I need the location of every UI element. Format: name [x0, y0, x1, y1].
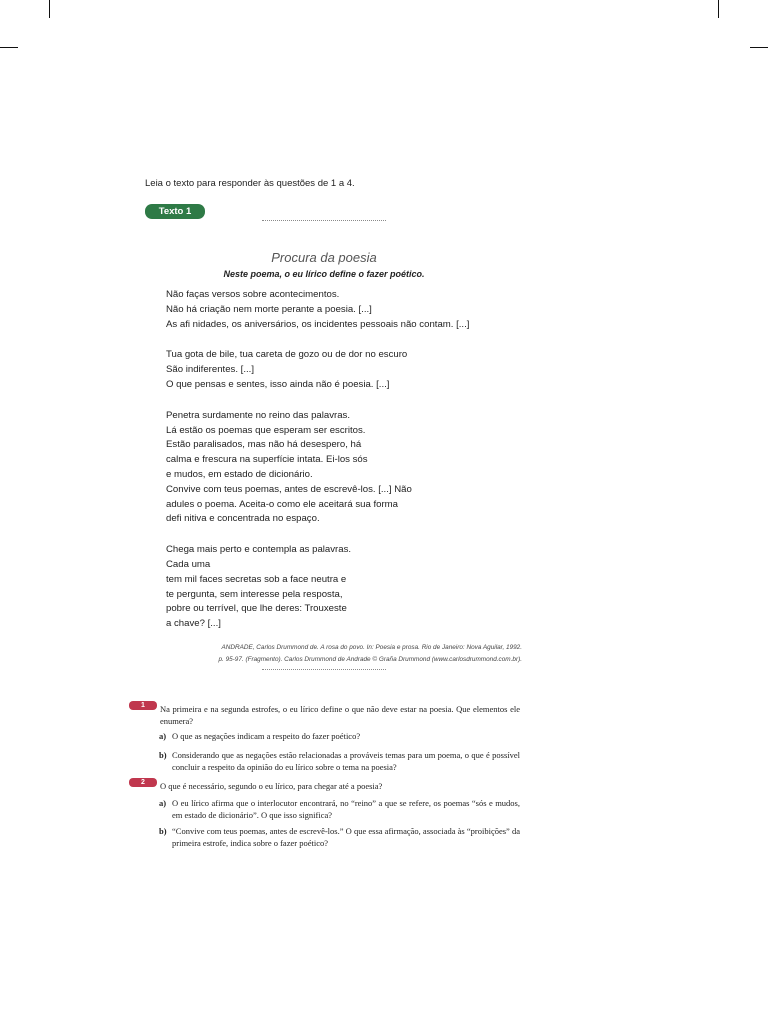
- crop-mark: [750, 47, 768, 48]
- stanza: [166, 409, 469, 527]
- poem-line: defi nitiva e concentrada no espaço.: [166, 513, 320, 525]
- poem-line: adules o poema. Aceita-o como ele aceitará sua forma: [166, 498, 398, 510]
- question-item: [159, 825, 520, 849]
- poem-line: Tua gota de bile, tua careta de gozo ou de dor no escuro: [166, 349, 408, 361]
- stanza: [166, 543, 469, 632]
- source-credit: [166, 642, 522, 666]
- poem-subtitle: Neste poema, o eu lírico define o fazer poético.: [223, 269, 425, 279]
- poem-line: Estão paralisados, mas não há desespero, há: [166, 439, 362, 451]
- poem-body: [166, 288, 469, 648]
- item-text: O que as negações indicam a respeito do fazer poético?: [172, 731, 361, 741]
- item-label: b): [159, 826, 167, 836]
- question-item: [159, 730, 520, 742]
- credit-line: p. 95-97. (Fragmento). Carlos Drummond de Andrade © Graña Drummond (www.carlosdrummond.com.br).: [218, 656, 522, 663]
- poem-line: Lá estão os poemas que esperam ser escritos.: [166, 424, 366, 436]
- question-item: [159, 749, 520, 773]
- poem-line: te pergunta, sem interesse pela resposta,: [166, 588, 343, 600]
- poem-line: Convive com teus poemas, antes de escrevê-los. [...] Não: [166, 483, 412, 495]
- crop-mark: [49, 0, 50, 18]
- poem-line: a chave? [...]: [166, 618, 221, 630]
- dotted-divider: [262, 220, 386, 221]
- poem-line: Chega mais perto e contempla as palavras.: [166, 544, 352, 556]
- poem-line: calma e frescura na superfície intata. Ei-los sós: [166, 454, 368, 466]
- question-text: Na primeira e na segunda estrofes, o eu lírico define o que não deve estar na poesia. Que elementos ele enumera?: [160, 704, 520, 726]
- credit-line: ANDRADE, Carlos Drummond de. A rosa do povo. In: Poesia e prosa. Rio de Janeiro: Nova Aguilar, 1992.: [221, 644, 522, 651]
- poem-line: pobre ou terrível, que lhe deres: Trouxeste: [166, 603, 347, 615]
- poem-line: Penetra surdamente no reino das palavras.: [166, 409, 350, 421]
- item-text: O eu lírico afirma que o interlocutor encontrará, no “reino” a que se refere, os poemas “sós e mudos, em estado de dicionário”. O que isso significa?: [172, 798, 520, 820]
- poem-line: Não faças versos sobre acontecimentos.: [166, 289, 340, 300]
- poem-line: O que pensas e sentes, isso ainda não é poesia. [...]: [166, 378, 390, 390]
- item-label: a): [159, 731, 167, 741]
- instructions: Leia o texto para responder às questões de 1 a 4.: [145, 178, 355, 189]
- item-text: “Convive com teus poemas, antes de escrevê-los.” O que essa afirmação, associada às “proibições” da primeira estrofe, indica sobre o fazer poético?: [172, 826, 520, 848]
- item-text: Considerando que as negações estão relacionadas a prováveis temas para um poema, o que é possível concluir a respeito da opinião do eu lírico sobre o tema na poesia?: [172, 750, 520, 772]
- crop-mark: [0, 47, 18, 48]
- poem-line: São indiferentes. [...]: [166, 364, 254, 376]
- poem-line: Não há criação nem morte perante a poesia. [...]: [166, 303, 372, 315]
- question-number-badge: 1: [129, 701, 157, 710]
- text-label-badge: Texto 1: [145, 204, 205, 219]
- dotted-divider: [262, 669, 386, 670]
- item-label: a): [159, 798, 167, 808]
- question-text: O que é necessário, segundo o eu lírico, para chegar até a poesia?: [160, 781, 383, 791]
- question-item: [159, 797, 520, 821]
- poem-line: Cada uma: [166, 558, 211, 570]
- stanza: [166, 288, 469, 332]
- crop-mark: [718, 0, 719, 18]
- question-number-badge: 2: [129, 778, 157, 787]
- item-label: b): [159, 750, 167, 760]
- poem-line: tem mil faces secretas sob a face neutra e: [166, 573, 347, 585]
- poem-line: As afi nidades, os aniversários, os incidentes pessoais não contam. [...]: [166, 318, 470, 330]
- poem-line: e mudos, em estado de dicionário.: [166, 468, 313, 480]
- poem-title: Procura da poesia: [271, 250, 377, 265]
- stanza: [166, 348, 469, 392]
